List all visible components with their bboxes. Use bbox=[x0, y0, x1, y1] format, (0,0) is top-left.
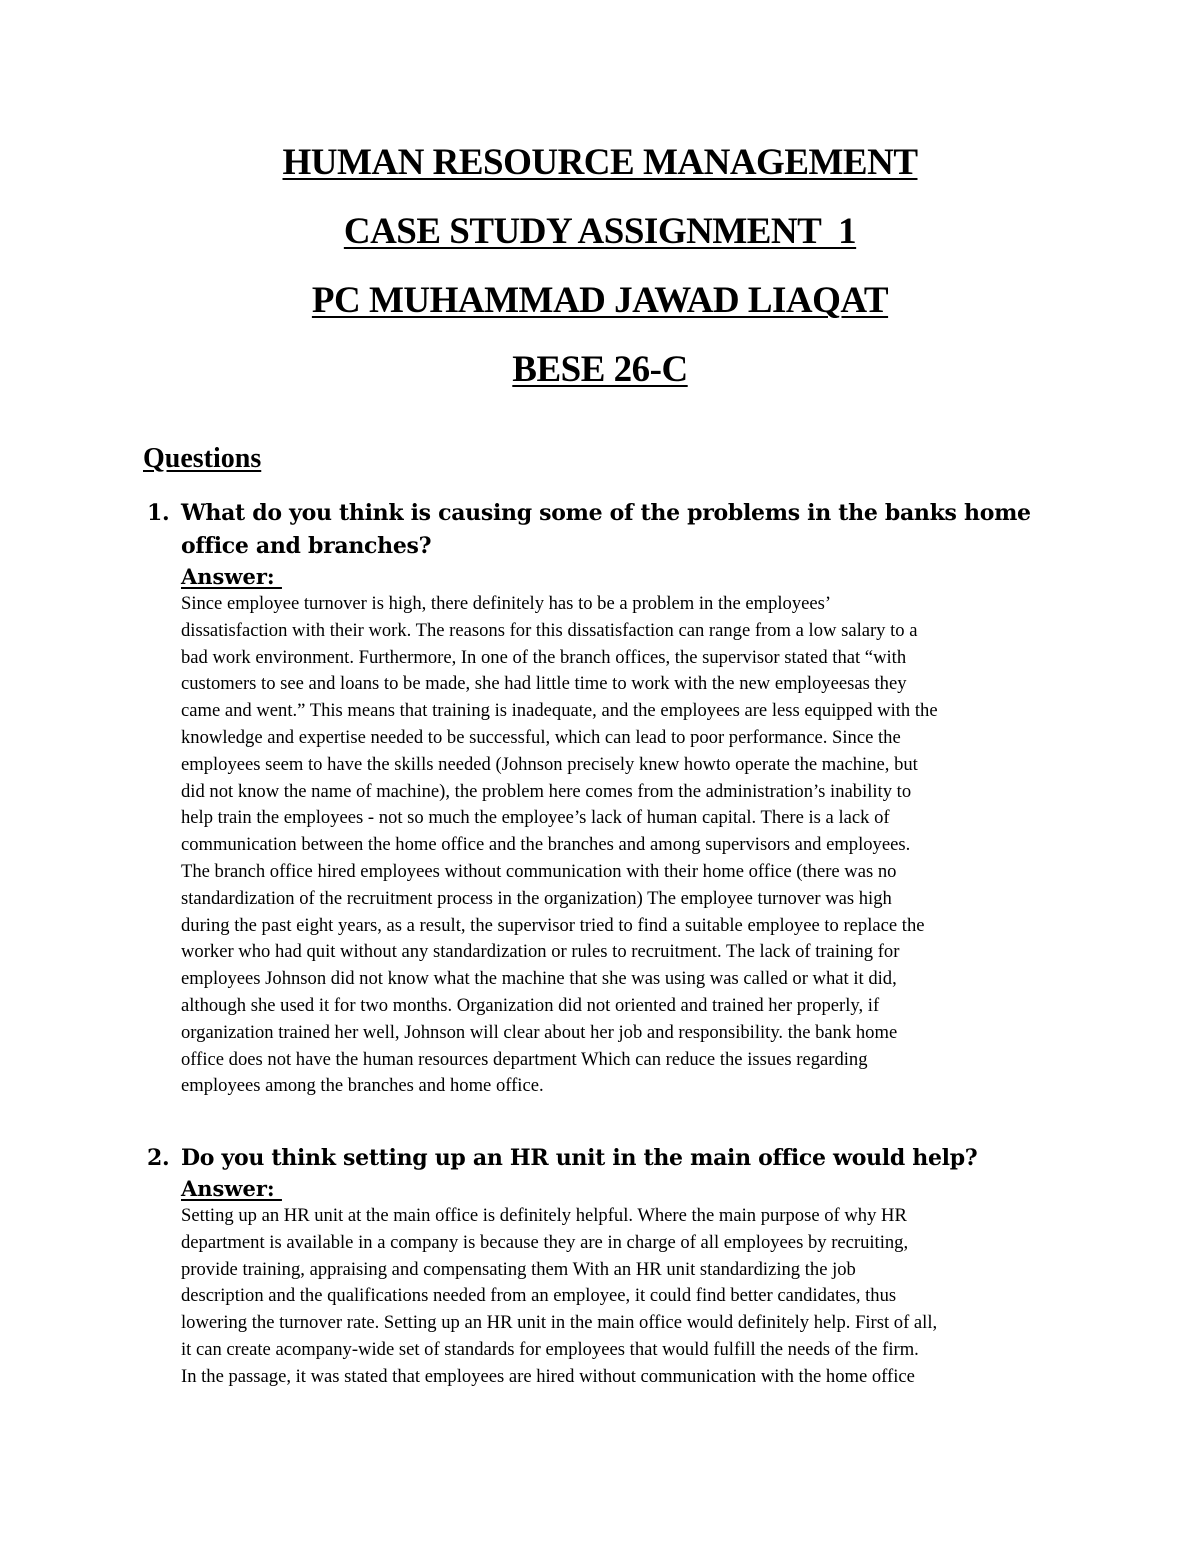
question-1-answer-text bbox=[143, 591, 1103, 1100]
question-1-number: 1. bbox=[147, 500, 170, 526]
answer-line: dissatisfaction with their work. The reasons for this dissatisfaction can range from a low salary to a bbox=[181, 619, 918, 641]
answer-line: worker who had quit without any standardization or rules to recruitment. The lack of training for bbox=[181, 941, 900, 963]
question-1-title-line: What do you think is causing some of the problems in the banks home bbox=[181, 500, 1031, 526]
answer-line: description and the qualifications needed from an employee, it could find better candidates, thus bbox=[181, 1285, 897, 1307]
question-2-title bbox=[143, 1142, 1103, 1175]
answer-line: it can create acompany-wide set of standards for employees that would fulfill the needs of the firm. bbox=[181, 1338, 919, 1360]
question-1-title bbox=[143, 497, 1103, 563]
student-name: PC MUHAMMAD JAWAD LIAQAT bbox=[311, 280, 889, 321]
answer-line: did not know the name of machine), the problem here comes from the administration’s inability to bbox=[181, 780, 912, 802]
question-2-answer-text bbox=[143, 1203, 1103, 1391]
answer-line: department is available in a company is because they are in charge of all employees by recruiting, bbox=[181, 1231, 909, 1253]
answer-line: customers to see and loans to be made, she had little time to work with the new employeesas they bbox=[181, 673, 907, 695]
answer-line: standardization of the recruitment process in the organization) The employee turnover was high bbox=[181, 887, 892, 909]
answer-line: came and went.” This means that training is inadequate, and the employees are less equipped with the bbox=[181, 700, 938, 722]
answer-line: lowering the turnover rate. Setting up an HR unit in the main office would definitely help. First of all, bbox=[181, 1312, 938, 1334]
question-2-number: 2. bbox=[147, 1145, 170, 1171]
answer-line: office does not have the human resources department Which can reduce the issues regarding bbox=[181, 1048, 868, 1070]
answer-line: although she used it for two months. Organization did not oriented and trained her properly, if bbox=[181, 994, 880, 1016]
answer-line: knowledge and expertise needed to be successful, which can lead to poor performance. Since the bbox=[181, 726, 901, 748]
answer-line: employees among the branches and home office. bbox=[181, 1075, 544, 1097]
answer-line: provide training, appraising and compensating them With an HR unit standardizing the job bbox=[181, 1258, 856, 1280]
answer-line: organization trained her well, Johnson will clear about her job and responsibility. the bank home bbox=[181, 1021, 898, 1043]
course-title: HUMAN RESOURCE MANAGEMENT bbox=[282, 142, 918, 183]
questions-heading: Questions bbox=[143, 443, 262, 474]
answer-line: Setting up an HR unit at the main office is definitely helpful. Where the main purpose of why HR bbox=[181, 1205, 907, 1226]
assignment-title: CASE STUDY ASSIGNMENT 1 bbox=[343, 211, 857, 252]
answer-line: during the past eight years, as a result, the supervisor tried to find a suitable employee to replace the bbox=[181, 914, 925, 936]
question-2-answer-label: Answer: bbox=[181, 1176, 282, 1201]
question-1-title-line: office and branches? bbox=[181, 533, 432, 559]
question-2-title-line: Do you think setting up an HR unit in the main office would help? bbox=[181, 1145, 978, 1171]
class-section: BESE 26-C bbox=[512, 349, 688, 390]
answer-line: Since employee turnover is high, there definitely has to be a problem in the employees’ bbox=[181, 593, 832, 614]
answer-line: help train the employees - not so much the employee’s lack of human capital. There is a lack of bbox=[181, 807, 890, 829]
answer-line: communication between the home office and the branches and among supervisors and employees. bbox=[181, 834, 911, 856]
answer-line: In the passage, it was stated that employees are hired without communication with the home office bbox=[181, 1365, 915, 1387]
question-1 bbox=[143, 497, 1103, 1100]
answer-line: The branch office hired employees without communication with their home office (there was no bbox=[181, 860, 897, 882]
question-2 bbox=[143, 1142, 1103, 1391]
answer-line: employees seem to have the skills needed (Johnson precisely knew howto operate the machine, but bbox=[181, 753, 918, 775]
title-block bbox=[0, 140, 1200, 416]
answer-line: employees Johnson did not know what the machine that she was using was called or what it did, bbox=[181, 968, 897, 990]
question-1-answer-label: Answer: bbox=[181, 564, 282, 589]
answer-line: bad work environment. Furthermore, In one of the branch offices, the supervisor stated that “with bbox=[181, 646, 907, 668]
